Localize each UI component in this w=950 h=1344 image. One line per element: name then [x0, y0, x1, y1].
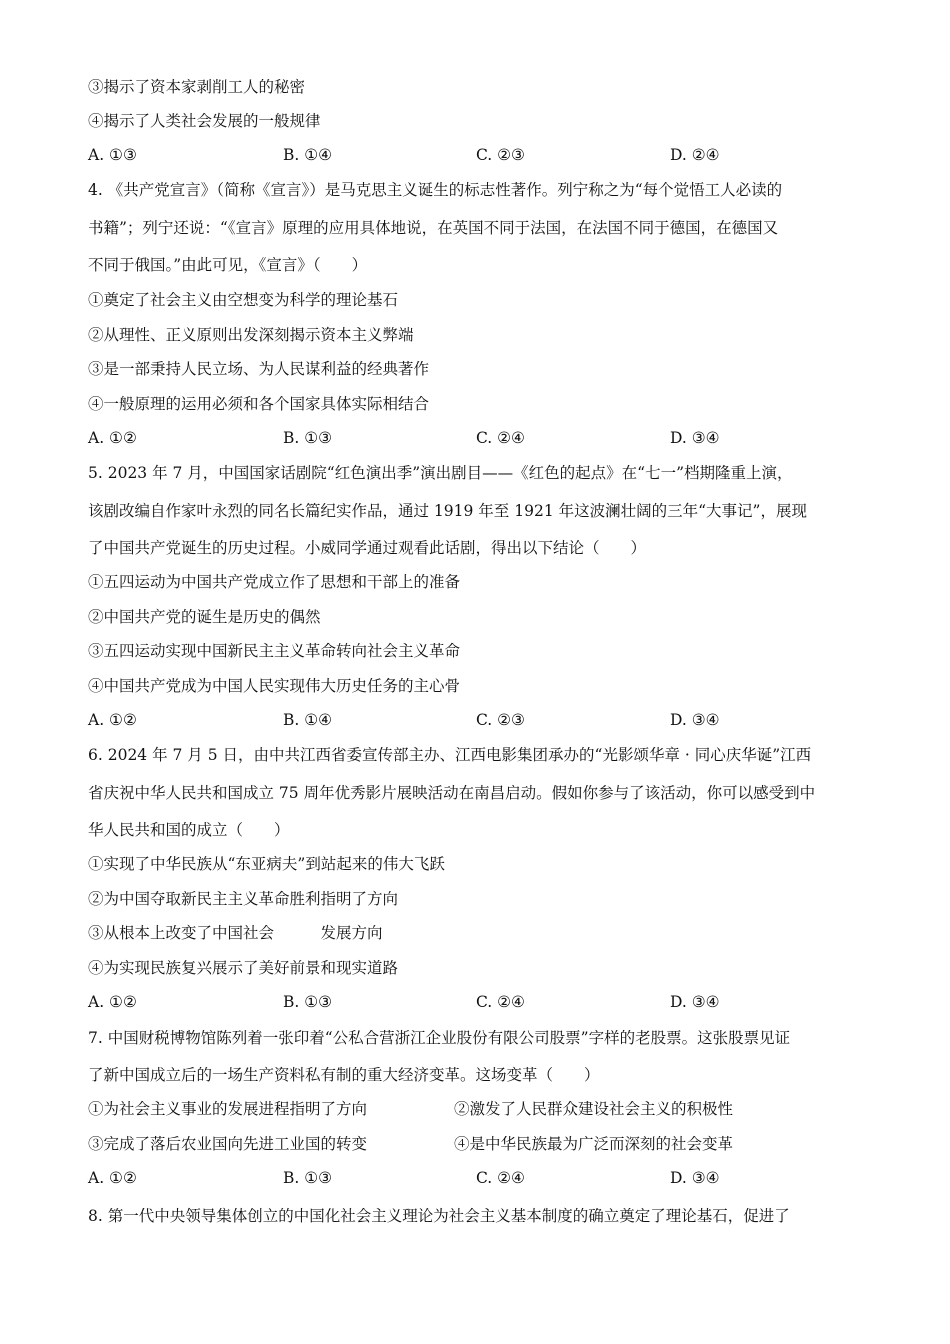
q6-item-4: ④为实现民族复兴展示了美好前景和现实道路	[88, 959, 399, 977]
q6-item-3: ③从根本上改变了中国社会 发展方向	[88, 924, 383, 942]
q5-item-1: ①五四运动为中国共产党成立作了思想和干部上的准备	[88, 573, 461, 591]
q6-item-1: ①实现了中华民族从“东亚病夫”到站起来的伟大飞跃	[88, 855, 445, 873]
q6-option-b: B. ①③	[283, 993, 333, 1011]
q4-item-4: ④一般原理的运用必须和各个国家具体实际相结合	[88, 395, 430, 413]
q6-stem-line-2: 省庆祝中华人民共和国成立 75 周年优秀影片展映活动在南昌启动。假如你参与了该活动，你可以感受到中	[88, 784, 816, 802]
q5-stem-line-1: 5. 2023 年 7 月，中国国家话剧院“红色演出季”演出剧目——《红色的起点》在“七一”档期隆重上演，	[88, 464, 793, 482]
q8-stem-line-1: 8. 第一代中央领导集体创立的中国化社会主义理论为社会主义基本制度的确立奠定了理论基石，促进了	[88, 1207, 790, 1225]
q3-options	[88, 145, 868, 165]
q7-item-4: ④是中华民族最为广泛而深刻的社会变革	[454, 1135, 734, 1153]
q5-item-3: ③五四运动实现中国新民主主义革命转向社会主义革命	[88, 642, 461, 660]
q7-stem-line-2: 了新中国成立后的一场生产资料私有制的重大经济变革。这场变革（ ）	[88, 1066, 600, 1084]
q3-item-4: ④揭示了人类社会发展的一般规律	[88, 112, 321, 130]
q6-option-a: A. ①②	[88, 993, 137, 1011]
q5-options	[88, 710, 868, 730]
q3-option-a: A. ①③	[88, 146, 137, 164]
q4-option-c: C. ②④	[476, 429, 525, 447]
q7-items-row-1	[88, 1099, 868, 1119]
q3-option-d: D. ②④	[670, 146, 720, 164]
q7-option-b: B. ①③	[283, 1169, 333, 1187]
q7-option-a: A. ①②	[88, 1169, 137, 1187]
q4-item-2: ②从理性、正义原则出发深刻揭示资本主义弊端	[88, 326, 414, 344]
q7-item-2: ②激发了人民群众建设社会主义的积极性	[454, 1100, 734, 1118]
q5-stem-line-3: 了中国共产党诞生的历史过程。小威同学通过观看此话剧，得出以下结论（ ）	[88, 539, 647, 557]
q6-item-2: ②为中国夺取新民主主义革命胜利指明了方向	[88, 890, 399, 908]
q6-stem-line-1: 6. 2024 年 7 月 5 日，由中共江西省委宣传部主办、江西电影集团承办的“光影颂华章 · 同心庆华诞”江西	[88, 746, 812, 764]
q4-option-d: D. ③④	[670, 429, 720, 447]
q5-option-a: A. ①②	[88, 711, 137, 729]
q6-options	[88, 992, 868, 1012]
q4-option-b: B. ①③	[283, 429, 333, 447]
q5-item-2: ②中国共产党的诞生是历史的偶然	[88, 608, 321, 626]
q7-item-3: ③完成了落后农业国向先进工业国的转变	[88, 1135, 368, 1153]
q5-option-b: B. ①④	[283, 711, 333, 729]
q4-item-3: ③是一部秉持人民立场、为人民谋利益的经典著作	[88, 360, 430, 378]
q7-stem-line-1: 7. 中国财税博物馆陈列着一张印着“公私合营浙江企业股份有限公司股票”字样的老股票。这张股票见证	[88, 1029, 791, 1047]
q7-option-c: C. ②④	[476, 1169, 525, 1187]
q3-option-c: C. ②③	[476, 146, 525, 164]
q3-option-b: B. ①④	[283, 146, 333, 164]
q4-stem-line-2: 书籍”；列宁还说：“《宣言》原理的应用具体地说，在英国不同于法国，在法国不同于德国，在德国又	[88, 219, 779, 237]
q7-item-1: ①为社会主义事业的发展进程指明了方向	[88, 1100, 368, 1118]
q4-stem-line-1: 4. 《共产党宣言》（简称《宣言》）是马克思主义诞生的标志性著作。列宁称之为“每个觉悟工人必读的	[88, 181, 783, 199]
q7-option-d: D. ③④	[670, 1169, 720, 1187]
q6-option-d: D. ③④	[670, 993, 720, 1011]
q6-option-c: C. ②④	[476, 993, 525, 1011]
q4-options	[88, 428, 868, 448]
q3-item-3: ③揭示了资本家剥削工人的秘密	[88, 78, 306, 96]
q4-item-1: ①奠定了社会主义由空想变为科学的理论基石	[88, 291, 399, 309]
q7-options	[88, 1168, 868, 1188]
q6-stem-line-3: 华人民共和国的成立（ ）	[88, 821, 290, 839]
q5-option-c: C. ②③	[476, 711, 525, 729]
q5-stem-line-2: 该剧改编自作家叶永烈的同名长篇纪实作品，通过 1919 年至 1921 年这波澜壮阔的三年“大事记”，展现	[88, 502, 807, 520]
q4-stem-line-3: 不同于俄国。”由此可见，《宣言》（ ）	[88, 256, 368, 274]
q5-option-d: D. ③④	[670, 711, 720, 729]
q5-item-4: ④中国共产党成为中国人民实现伟大历史任务的主心骨	[88, 677, 461, 695]
q7-items-row-2	[88, 1134, 868, 1154]
q4-option-a: A. ①②	[88, 429, 137, 447]
